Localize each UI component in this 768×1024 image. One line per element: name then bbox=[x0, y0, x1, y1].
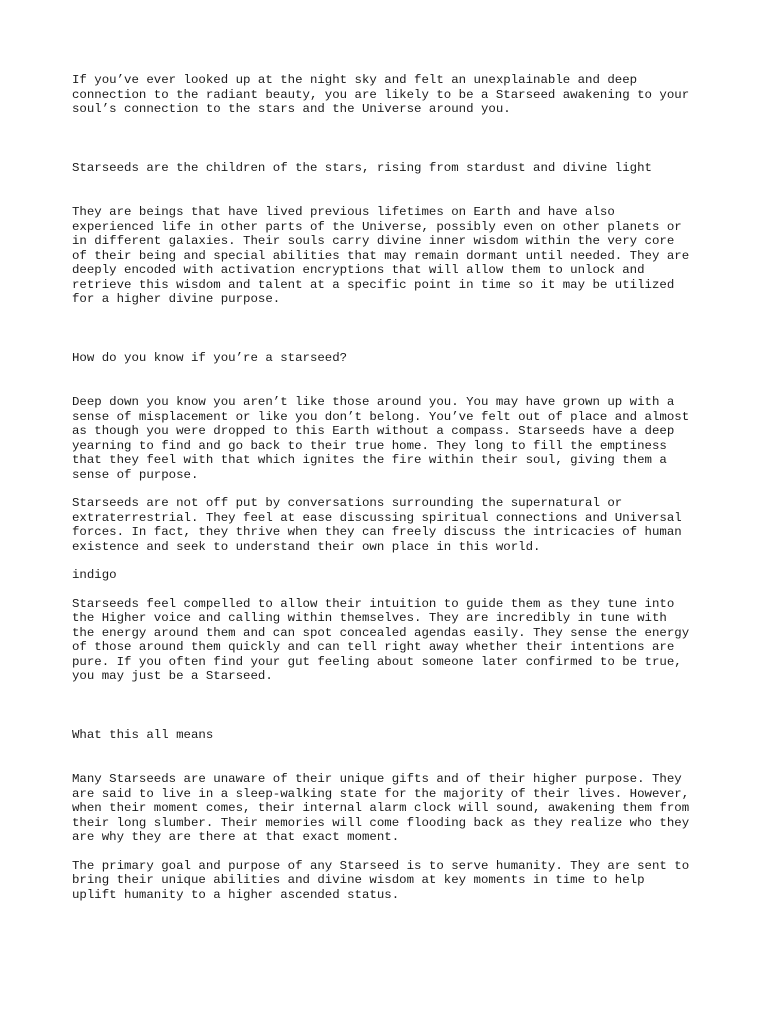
indigo-line: indigo bbox=[72, 568, 117, 582]
purpose-paragraph: The primary goal and purpose of any Starseed is to serve humanity. They are sent to bring their unique abilities and divine wisdom at key moments in time to help uplift humanity to a higher ascended status. bbox=[72, 858, 690, 902]
misplacement-paragraph: Deep down you know you aren’t like those around you. You may have grown up with a sense of misplacement or like you don’t belong. You’ve felt out of place and almost as though you were dropped to this Earth without a compass. Starseeds have a deep yearning to find and go back to their true home. They long to fill the emptiness that they feel with that which ignites the fire within their soul, giving them a sense of purpose. bbox=[72, 395, 690, 482]
heading-what-this-means: What this all means bbox=[72, 727, 214, 742]
subtitle-line: Starseeds are the children of the stars, rising from stardust and divine light bbox=[72, 160, 652, 175]
beings-paragraph: They are beings that have lived previous lifetimes on Earth and have also experienced life in other parts of the Universe, possibly even on other planets or in different galaxies. Their souls carry divine inner wisdom within the very core of their being and special abilities that may remain dormant until needed. They are deeply encoded with activation encryptions that will allow them to unlock and retrieve this wisdom and talent at a specific point in time so it may be utilized for a higher divine purpose. bbox=[72, 205, 690, 306]
intuition-paragraph: Starseeds feel compelled to allow their intuition to guide them as they tune into the Higher voice and calling within themselves. They are incredibly in tune with the energy around them and can spot concealed agendas easily. They sense the energy of those around them quickly and can tell right away whether their intentions are pure. If you often find your gut feeling about someone later confirmed to be true, you may just be a Starseed. bbox=[72, 596, 690, 683]
awakening-paragraph: Many Starseeds are unaware of their unique gifts and of their higher purpose. They are said to live in a sleep-walking state for the majority of their lives. However, when their moment comes, their internal alarm clock will sound, awakening them from their long slumber. Their memories will come flooding back as they realize who they are why they are there at that exact moment. bbox=[72, 772, 690, 844]
conversations-paragraph: Starseeds are not off put by conversations surrounding the supernatural or extraterrestrial. They feel at ease discussing spiritual connections and Universal forces. In fact, they thrive when they can freely discuss the intricacies of human existence and seek to understand their own place in this world. bbox=[72, 496, 682, 554]
document-body bbox=[72, 73, 702, 902]
heading-how-to-know: How do you know if you’re a starseed? bbox=[72, 350, 348, 365]
intro-paragraph: If you’ve ever looked up at the night sky and felt an unexplainable and deep connection to the radiant beauty, you are likely to be a Starseed awakening to your soul’s connection to the stars and the Universe around you. bbox=[72, 73, 690, 116]
